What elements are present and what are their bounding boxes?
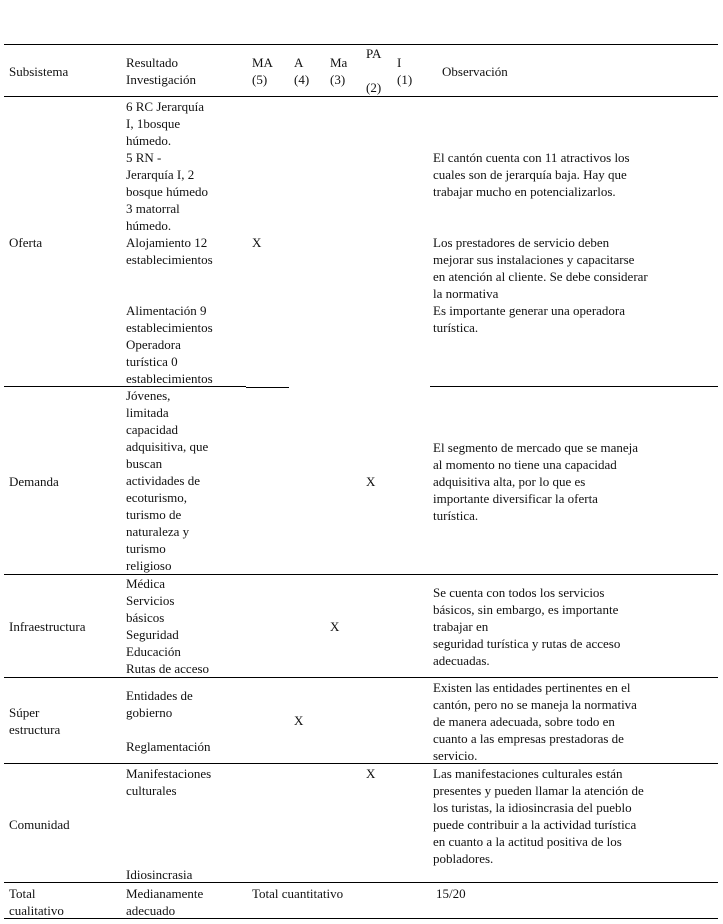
subsistema-infraestructura: Infraestructura: [9, 619, 86, 634]
resultado-super-estructura-2: Reglamentación: [126, 739, 211, 754]
resultado-super-estructura: Entidades de gobierno: [126, 688, 193, 720]
resultado-oferta: 6 RC Jerarquía I, 1bosque húmedo. 5 RN - Jerarquía I, 2 bosque húmedo 3 matorral húmedo. Alojamiento 12 establecimientos: [126, 99, 213, 267]
subsistema-super-estructura: Súper estructura: [9, 705, 61, 737]
total-cualitativo-value: Medianamente adecuado: [126, 886, 204, 918]
header-i: I (1): [397, 55, 413, 87]
resultado-oferta-2: Alimentación 9 establecimientos Operadora turística 0 establecimientos: [126, 303, 213, 386]
row-rule: [246, 387, 289, 388]
mark-comunidad: X: [366, 766, 376, 781]
subsistema-demanda: Demanda: [9, 474, 59, 489]
header-subsistema: Subsistema: [9, 64, 69, 79]
mark-infraestructura: X: [330, 619, 340, 634]
observacion-oferta: El cantón cuenta con 11 atractivos los cuales son de jerarquía baja. Hay que trabajar mucho en potencializarlos.: [433, 150, 630, 199]
total-cualitativo-label: Total cualitativo: [9, 886, 64, 918]
row-rule: [4, 882, 718, 883]
row-rule: [4, 574, 718, 575]
table-bottom-rule: [4, 918, 718, 919]
observacion-comunidad: Las manifestaciones culturales están presentes y pueden llamar la atención de los turistas, la idiosincrasia del pueblo puede contribuir a la actividad turística en cuanto a la actitud positiva de los pobladores.: [433, 766, 644, 866]
header-rule: [4, 96, 718, 97]
subsistema-oferta: Oferta: [9, 235, 43, 250]
row-rule: [430, 386, 718, 387]
resultado-comunidad: Manifestaciones culturales: [126, 766, 212, 798]
header-resultado: Resultado Investigación: [126, 55, 197, 87]
total-cuantitativo-value: 15/20: [436, 886, 466, 901]
mark-demanda: X: [366, 474, 376, 489]
resultado-demanda: Jóvenes, limitada capacidad adquisitiva, que buscan actividades de ecoturismo, turismo de naturaleza y turismo religioso: [126, 388, 209, 573]
subsistema-comunidad: Comunidad: [9, 817, 70, 832]
header-a: A (4): [294, 55, 310, 87]
total-cuantitativo-label: Total cuantitativo: [252, 886, 344, 901]
header-pa: PA: [366, 46, 382, 61]
resultado-infraestructura: Médica Servicios básicos Seguridad Educación Rutas de acceso: [126, 576, 210, 676]
observacion-oferta-2: Los prestadores de servicio deben mejorar sus instalaciones y capacitarse en atención al cliente. Se debe considerar la normativa Es importante generar una operadora turística.: [433, 235, 648, 335]
observacion-super-estructura: Existen las entidades pertinentes en el cantón, pero no se maneja la normativa de manera adecuada, sobre todo en cuanto a las empresas prestadoras de servicio.: [433, 680, 637, 763]
mark-oferta: X: [252, 235, 262, 250]
mark-super-estructura: X: [294, 713, 304, 728]
observacion-infraestructura: Se cuenta con todos los servicios básicos, sin embargo, es importante trabajar en seguridad turística y rutas de acceso adecuadas.: [433, 585, 621, 668]
resultado-comunidad-2: Idiosincrasia: [126, 867, 193, 882]
header-pa-score: (2): [366, 80, 382, 95]
header-ma: MA (5): [252, 55, 273, 87]
observacion-demanda: El segmento de mercado que se maneja al momento no tiene una capacidad adquisitiva alta, por lo que es importante diversificar la oferta turística.: [433, 440, 639, 523]
row-rule: [4, 677, 718, 678]
header-ma3: Ma (3): [330, 55, 348, 87]
header-observacion: Observación: [442, 64, 508, 79]
table-top-rule: [4, 44, 718, 45]
